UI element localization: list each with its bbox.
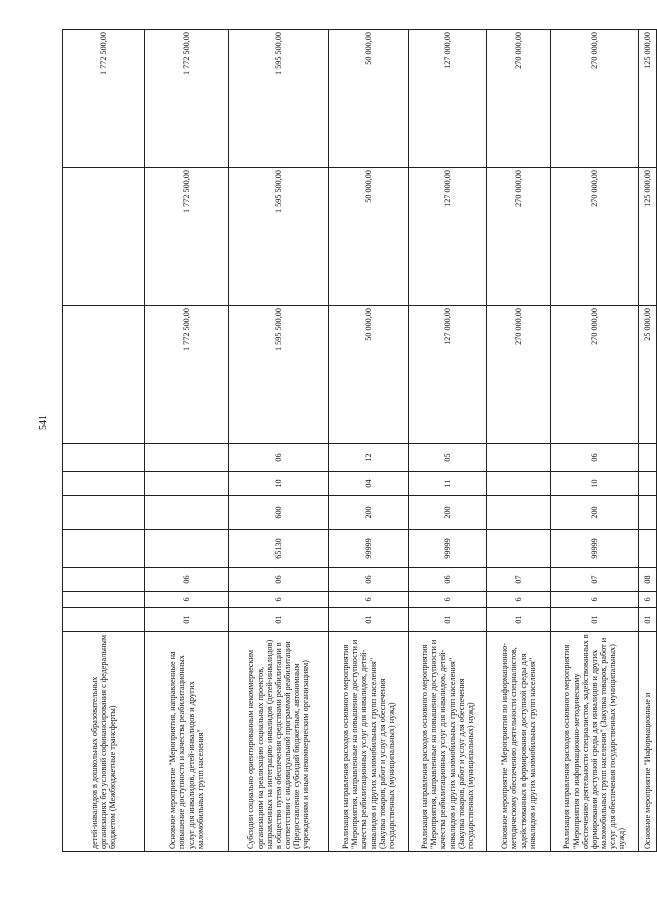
table-row	[229, 30, 329, 852]
code-cell: 06	[329, 568, 409, 592]
code-cell: 04	[329, 472, 409, 496]
code-cell	[63, 530, 145, 568]
code-cell	[63, 444, 145, 472]
code-cell	[145, 530, 229, 568]
code-cell: 200	[551, 496, 639, 530]
code-cell: 05	[409, 444, 487, 472]
code-cell	[487, 444, 551, 472]
amount-cell: 1 772 500,00	[145, 30, 229, 168]
amount-cell: 1 595 500,00	[229, 30, 329, 168]
code-cell: 01	[409, 608, 487, 632]
code-cell: 12	[329, 444, 409, 472]
code-cell: 06	[551, 444, 639, 472]
code-cell: 10	[551, 472, 639, 496]
code-cell	[639, 472, 657, 496]
amount-cell: 1 595 500,00	[229, 306, 329, 444]
code-cell	[487, 496, 551, 530]
table-row	[551, 30, 639, 852]
amount-cell	[63, 306, 145, 444]
code-cell: 65130	[229, 530, 329, 568]
code-cell: 6	[145, 592, 229, 608]
code-cell: 07	[487, 568, 551, 592]
code-cell	[63, 608, 145, 632]
row-name: Основное мероприятие "Мероприятия, направленные на повышение доступности и качества реабилитационных услуг для инвалидов, детей-инвалидов и других маломобильных групп населения"	[145, 632, 229, 852]
code-cell: 6	[487, 592, 551, 608]
amount-cell: 50 000,00	[329, 30, 409, 168]
row-name: Реализация направления расходов основного мероприятия "Мероприятия, направленные на повышение доступности и качества реабилитационных услуг для инвалидов, детей-инвалидов и других маломобильных групп населения" (Закупка товаров, работ и услуг для обеспечения государственных (муниципальных) нужд)	[329, 632, 409, 852]
code-cell: 07	[551, 568, 639, 592]
code-cell	[145, 472, 229, 496]
code-cell: 06	[229, 444, 329, 472]
code-cell	[487, 530, 551, 568]
code-cell	[145, 444, 229, 472]
code-cell	[639, 530, 657, 568]
amount-cell: 127 000,00	[409, 306, 487, 444]
code-cell: 01	[329, 608, 409, 632]
code-cell: 6	[551, 592, 639, 608]
row-name: Реализация направления расходов основного мероприятия "Мероприятия по информационно-методическому обеспечению деятельности специалистов, задействованных в формировании доступной среды для инвалидов и других маломобильных групп населения" (Закупка товаров, работ и услуг для обеспечения государственных (муниципальных) нужд)	[551, 632, 639, 852]
code-cell: 11	[409, 472, 487, 496]
budget-table-rotated	[62, 30, 652, 852]
amount-cell: 1 772 500,00	[145, 306, 229, 444]
amount-cell: 270 000,00	[487, 306, 551, 444]
row-name: Субсидии социально ориентированным некоммерческим организациям на реализацию социальных проектов, направленных на интеграцию инвалидов (детей-инвалидов) в общество путем обеспечения средствами реабилитации в соответствии с индивидуальной программой реабилитации (Предоставление субсидий бюджетным, автономным учреждениям и иным некоммерческим организациям)	[229, 632, 329, 852]
code-cell: 08	[639, 568, 657, 592]
table-row	[409, 30, 487, 852]
amount-cell: 125 000,00	[639, 168, 657, 306]
code-cell: 99999	[329, 530, 409, 568]
code-cell: 99999	[409, 530, 487, 568]
code-cell: 600	[229, 496, 329, 530]
code-cell: 06	[229, 568, 329, 592]
code-cell: 99999	[551, 530, 639, 568]
amount-cell: 270 000,00	[487, 168, 551, 306]
code-cell	[487, 472, 551, 496]
amount-cell: 125 000,00	[639, 30, 657, 168]
code-cell: 6	[409, 592, 487, 608]
table-row	[329, 30, 409, 852]
amount-cell: 127 000,00	[409, 168, 487, 306]
table-row	[145, 30, 229, 852]
code-cell: 01	[639, 608, 657, 632]
amount-cell: 270 000,00	[551, 306, 639, 444]
amount-cell: 1 772 500,00	[145, 168, 229, 306]
code-cell	[145, 496, 229, 530]
code-cell	[63, 496, 145, 530]
amount-cell: 270 000,00	[551, 30, 639, 168]
amount-cell: 270 000,00	[487, 30, 551, 168]
code-cell: 200	[409, 496, 487, 530]
page-number: 541	[38, 415, 49, 430]
row-name: детей-инвалидов в дошкольных образовательных организациях без условий софинансирования с федеральным бюджетом (Межбюджетные трансферты)	[63, 632, 145, 852]
table-row	[487, 30, 551, 852]
code-cell: 01	[145, 608, 229, 632]
code-cell: 01	[487, 608, 551, 632]
code-cell: 6	[639, 592, 657, 608]
code-cell: 200	[329, 496, 409, 530]
amount-cell: 50 000,00	[329, 306, 409, 444]
amount-cell: 127 000,00	[409, 30, 487, 168]
amount-cell: 270 000,00	[551, 168, 639, 306]
code-cell	[63, 472, 145, 496]
code-cell: 01	[229, 608, 329, 632]
amount-cell: 50 000,00	[329, 168, 409, 306]
code-cell: 06	[145, 568, 229, 592]
code-cell	[63, 592, 145, 608]
code-cell: 10	[229, 472, 329, 496]
row-name: Основное мероприятие "Мероприятия по информационно-методическому обеспечению деятельности специалистов, задействованных в формировании доступной среды для инвалидов и других маломобильных групп населения"	[487, 632, 551, 852]
amount-cell	[63, 168, 145, 306]
table-row	[63, 30, 145, 852]
table-row	[639, 30, 657, 852]
row-name: Основное мероприятие "Информационные и	[639, 632, 657, 852]
code-cell	[639, 496, 657, 530]
code-cell: 6	[229, 592, 329, 608]
code-cell: 06	[409, 568, 487, 592]
amount-cell: 1 595 500,00	[229, 168, 329, 306]
code-cell	[639, 444, 657, 472]
budget-table	[62, 29, 657, 852]
code-cell: 01	[551, 608, 639, 632]
code-cell	[63, 568, 145, 592]
code-cell: 6	[329, 592, 409, 608]
row-name: Реализация направления расходов основного мероприятия "Мероприятия, направленные на повышение доступности и качества реабилитационных услуг для инвалидов, детей-инвалидов и других маломобильных групп населения" (Закупка товаров, работ и услуг для обеспечения государственных (муниципальных) нужд)	[409, 632, 487, 852]
amount-cell: 1 772 500,00	[63, 30, 145, 168]
amount-cell: 25 000,00	[639, 306, 657, 444]
